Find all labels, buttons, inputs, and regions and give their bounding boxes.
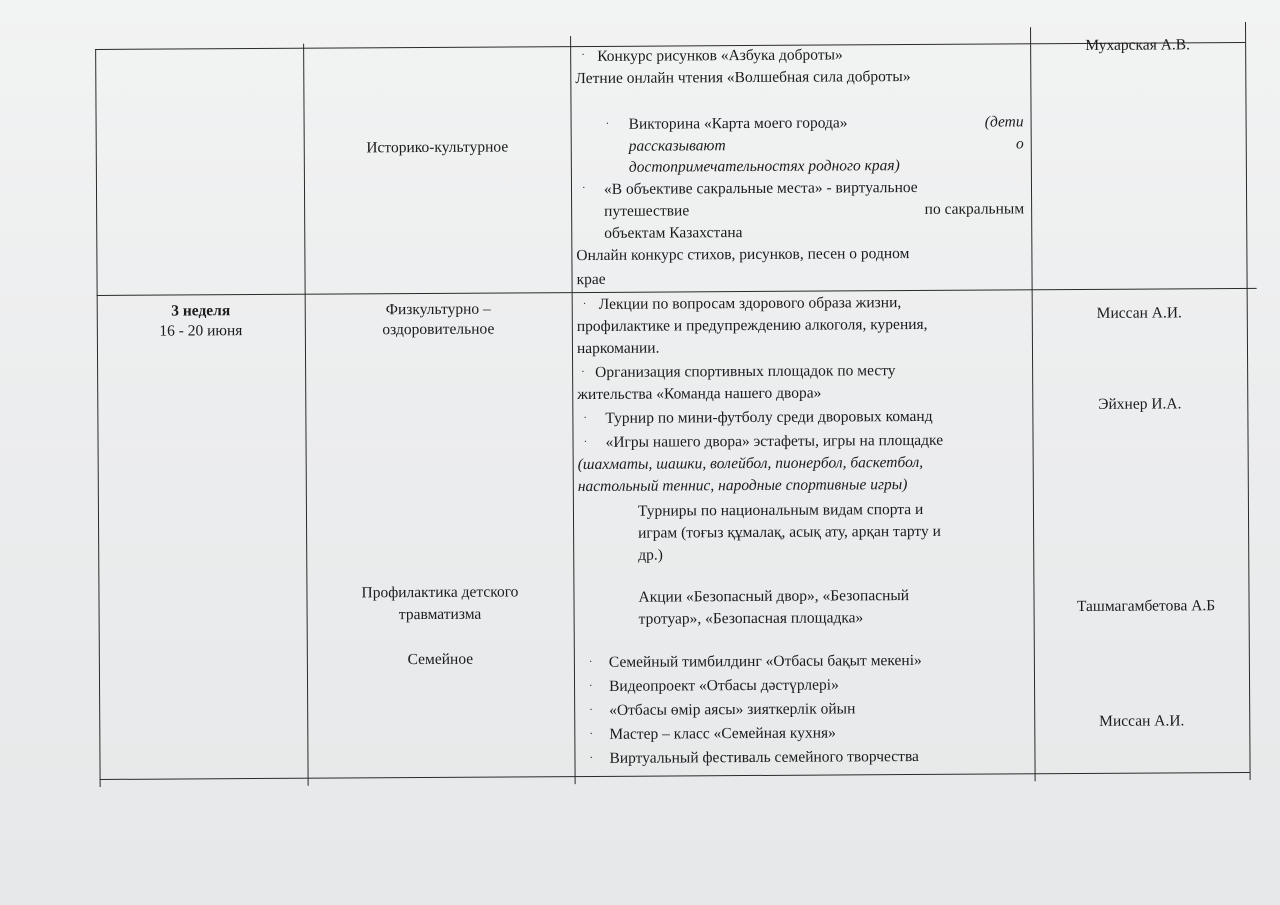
bullet: ·: [588, 655, 593, 668]
bullet: ·: [583, 436, 588, 449]
activity-text: (дети: [984, 113, 1024, 131]
activity-line: Летние онлайн чтения «Волшебная сила доброты»: [575, 68, 911, 88]
direction-historical-cultural: Историко-культурное: [366, 138, 509, 157]
activity-line: достопримечательностях родного края): [628, 157, 900, 176]
direction-physical-health: Физкультурно –: [385, 300, 491, 319]
activity-line: Турниры по национальным видам спорта и: [637, 500, 924, 520]
activity-text: Викторина «Карта моего города»: [628, 114, 848, 133]
column-divider-2: [570, 36, 576, 784]
bullet: ·: [581, 49, 585, 62]
activity-line: крае: [576, 270, 606, 289]
table-border-bottom: [100, 772, 1250, 780]
bullet: ·: [589, 751, 594, 764]
table-border-left: [95, 49, 101, 787]
activity-line: «Отбасы өмір аясы» зияткерлік ойын: [609, 700, 856, 719]
activity-line: «Игры нашего двора» эстафеты, игры на площадке: [605, 431, 944, 451]
activity-text: путешествие: [604, 202, 690, 220]
activity-line: др.): [638, 546, 663, 564]
activity-line: Конкурс рисунков «Азбука доброты»: [597, 46, 843, 65]
direction-family: Семейное: [407, 650, 474, 669]
activity-line: тротуар», «Безопасная площадка»: [638, 609, 864, 628]
activity-line: Мастер – класс «Семейная кухня»: [609, 724, 836, 743]
direction-physical-health: оздоровительное: [382, 320, 495, 339]
week-dates: 16 - 20 июня: [159, 322, 243, 340]
activity-line: жительства «Команда нашего двора»: [577, 384, 822, 404]
activity-line: профилактике и предупреждению алкоголя, курения,: [576, 315, 928, 336]
responsible-person: Миссан А.И.: [1096, 304, 1182, 322]
activity-line: Виртуальный фестиваль семейного творчества: [609, 747, 919, 767]
activity-line: объектам Казахстана: [604, 224, 743, 242]
activity-line: Видеопроект «Отбасы дәстүрлері»: [608, 676, 839, 695]
activity-line: «В объективе сакральные места» - виртуальное: [603, 178, 918, 198]
activity-line: Организация спортивных площадок по месту: [595, 362, 896, 381]
activity-line: наркомании.: [576, 339, 660, 358]
activity-line: [629, 111, 1024, 135]
direction-injury-prevention: травматизма: [398, 605, 482, 624]
bullet: ·: [581, 182, 586, 195]
bullet: ·: [582, 298, 587, 311]
responsible-person: Эйхнер И.А.: [1098, 395, 1182, 413]
activity-line: играм (тоғыз құмалақ, асық ату, арқан тарту и: [638, 522, 941, 542]
bullet: ·: [583, 412, 588, 425]
responsible-person: Ташмагамбетова А.Б: [1076, 597, 1216, 616]
activity-line: Семейный тимбилдинг «Отбасы бақыт мекені»: [608, 651, 922, 671]
bullet: ·: [589, 727, 594, 740]
activity-text: по сакральным: [924, 200, 1025, 218]
activity-line: Лекции по вопросам здорового образа жизни,: [598, 294, 902, 313]
bullet: ·: [589, 703, 593, 716]
bullet: ·: [588, 679, 593, 692]
responsible-person: Миссан А.И.: [1099, 712, 1185, 730]
direction-injury-prevention: Профилактика детского: [361, 583, 519, 602]
activity-line: настольный теннис, народные спортивные игры): [577, 476, 908, 496]
activity-line: [629, 133, 1024, 157]
activity-line: (шахматы, шашки, волейбол, пионербол, баскетбол,: [577, 453, 924, 474]
bullet: ·: [605, 117, 610, 130]
activity-line: [604, 198, 1024, 223]
activity-line: Онлайн конкурс стихов, рисунков, песен о родном: [576, 245, 910, 265]
activity-line: Акции «Безопасный двор», «Безопасный: [638, 587, 910, 606]
activity-line: Турнир по мини-футболу среди дворовых команд: [605, 407, 933, 427]
activity-text: рассказывают: [628, 137, 726, 155]
week-label: 3 неделя: [171, 302, 231, 320]
bullet: ·: [581, 366, 585, 379]
activity-text: о: [1015, 135, 1024, 153]
responsible-person: Мухарская А.В.: [1085, 36, 1191, 54]
schedule-table: [95, 20, 1260, 787]
